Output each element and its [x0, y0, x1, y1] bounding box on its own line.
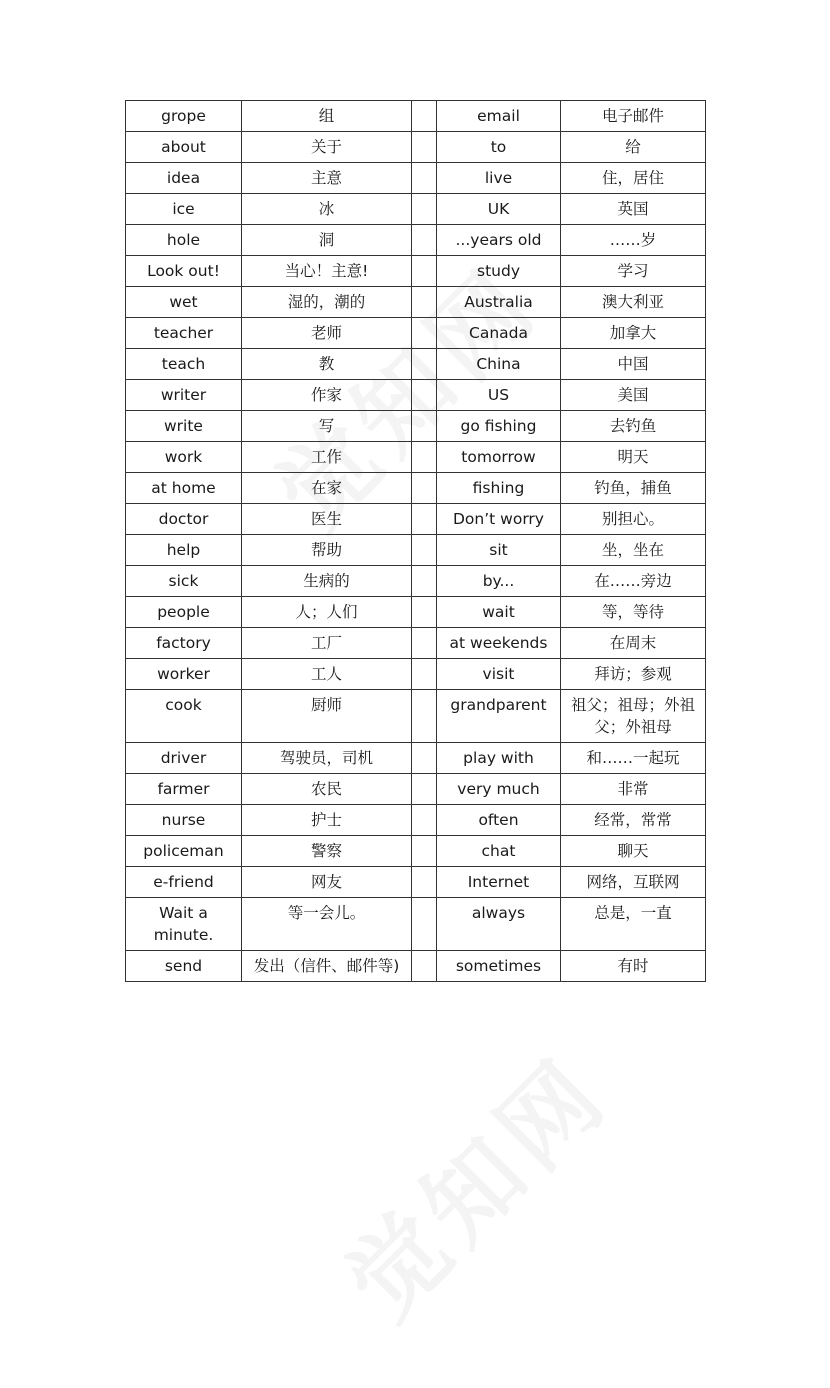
chinese-meaning-cell: ……岁: [561, 225, 706, 256]
english-word-cell: visit: [437, 659, 561, 690]
chinese-meaning-cell: 医生: [242, 504, 412, 535]
table-row: [126, 566, 706, 597]
table-row: [126, 535, 706, 566]
chinese-meaning-cell: 经常，常常: [561, 805, 706, 836]
english-word-cell: often: [437, 805, 561, 836]
english-word-cell: ...years old: [437, 225, 561, 256]
english-word-cell: sick: [126, 566, 242, 597]
table-row: [126, 442, 706, 473]
chinese-meaning-cell: 主意: [242, 163, 412, 194]
chinese-meaning-cell: 在……旁边: [561, 566, 706, 597]
english-word-cell: wait: [437, 597, 561, 628]
spacer-cell: [412, 566, 437, 597]
english-word-cell: policeman: [126, 836, 242, 867]
english-word-cell: Canada: [437, 318, 561, 349]
chinese-meaning-cell: 写: [242, 411, 412, 442]
spacer-cell: [412, 163, 437, 194]
chinese-meaning-cell: 警察: [242, 836, 412, 867]
spacer-cell: [412, 504, 437, 535]
chinese-meaning-cell: 当心！主意!: [242, 256, 412, 287]
chinese-meaning-cell: 给: [561, 132, 706, 163]
english-word-cell: email: [437, 101, 561, 132]
chinese-meaning-cell: 钓鱼，捕鱼: [561, 473, 706, 504]
english-word-cell: grandparent: [437, 690, 561, 743]
english-word-cell: at home: [126, 473, 242, 504]
spacer-cell: [412, 256, 437, 287]
chinese-meaning-cell: 非常: [561, 774, 706, 805]
chinese-meaning-cell: 帮助: [242, 535, 412, 566]
english-word-cell: play with: [437, 743, 561, 774]
watermark-bottom: [312, 992, 708, 1388]
spacer-cell: [412, 473, 437, 504]
chinese-meaning-cell: 总是，一直: [561, 898, 706, 951]
english-word-cell: chat: [437, 836, 561, 867]
chinese-meaning-cell: 关于: [242, 132, 412, 163]
spacer-cell: [412, 380, 437, 411]
chinese-meaning-cell: 有时: [561, 951, 706, 982]
english-word-cell: fishing: [437, 473, 561, 504]
english-word-cell: Internet: [437, 867, 561, 898]
english-word-cell: Wait a minute.: [126, 898, 242, 951]
english-word-cell: work: [126, 442, 242, 473]
chinese-meaning-cell: 作家: [242, 380, 412, 411]
table-row: [126, 349, 706, 380]
table-row: [126, 163, 706, 194]
english-word-cell: Don’t worry: [437, 504, 561, 535]
chinese-meaning-cell: 去钓鱼: [561, 411, 706, 442]
english-word-cell: teach: [126, 349, 242, 380]
chinese-meaning-cell: 洞: [242, 225, 412, 256]
spacer-cell: [412, 628, 437, 659]
chinese-meaning-cell: 聊天: [561, 836, 706, 867]
english-word-cell: by...: [437, 566, 561, 597]
chinese-meaning-cell: 坐，坐在: [561, 535, 706, 566]
chinese-meaning-cell: 学习: [561, 256, 706, 287]
english-word-cell: teacher: [126, 318, 242, 349]
chinese-meaning-cell: 老师: [242, 318, 412, 349]
chinese-meaning-cell: 在家: [242, 473, 412, 504]
spacer-cell: [412, 867, 437, 898]
table-row: [126, 411, 706, 442]
english-word-cell: about: [126, 132, 242, 163]
spacer-cell: [412, 774, 437, 805]
english-word-cell: send: [126, 951, 242, 982]
english-word-cell: wet: [126, 287, 242, 318]
chinese-meaning-cell: 美国: [561, 380, 706, 411]
chinese-meaning-cell: 生病的: [242, 566, 412, 597]
english-word-cell: UK: [437, 194, 561, 225]
english-word-cell: Look out!: [126, 256, 242, 287]
spacer-cell: [412, 225, 437, 256]
chinese-meaning-cell: 澳大利亚: [561, 287, 706, 318]
english-word-cell: tomorrow: [437, 442, 561, 473]
chinese-meaning-cell: 网络，互联网: [561, 867, 706, 898]
spacer-cell: [412, 805, 437, 836]
chinese-meaning-cell: 加拿大: [561, 318, 706, 349]
chinese-meaning-cell: 拜访；参观: [561, 659, 706, 690]
english-word-cell: live: [437, 163, 561, 194]
chinese-meaning-cell: 农民: [242, 774, 412, 805]
english-word-cell: cook: [126, 690, 242, 743]
spacer-cell: [412, 898, 437, 951]
english-word-cell: worker: [126, 659, 242, 690]
spacer-cell: [412, 951, 437, 982]
english-word-cell: farmer: [126, 774, 242, 805]
table-row: [126, 318, 706, 349]
chinese-meaning-cell: 驾驶员，司机: [242, 743, 412, 774]
table-row: [126, 132, 706, 163]
chinese-meaning-cell: 明天: [561, 442, 706, 473]
english-word-cell: hole: [126, 225, 242, 256]
table-row: [126, 743, 706, 774]
table-row: [126, 867, 706, 898]
english-word-cell: always: [437, 898, 561, 951]
english-word-cell: sometimes: [437, 951, 561, 982]
english-word-cell: US: [437, 380, 561, 411]
english-word-cell: grope: [126, 101, 242, 132]
table-row: [126, 597, 706, 628]
table-row: [126, 504, 706, 535]
english-word-cell: driver: [126, 743, 242, 774]
chinese-meaning-cell: 中国: [561, 349, 706, 380]
spacer-cell: [412, 836, 437, 867]
table-row: [126, 836, 706, 867]
english-word-cell: China: [437, 349, 561, 380]
table-row: [126, 659, 706, 690]
table-row: [126, 256, 706, 287]
spacer-cell: [412, 101, 437, 132]
chinese-meaning-cell: 厨师: [242, 690, 412, 743]
spacer-cell: [412, 318, 437, 349]
english-word-cell: doctor: [126, 504, 242, 535]
english-word-cell: idea: [126, 163, 242, 194]
chinese-meaning-cell: 教: [242, 349, 412, 380]
chinese-meaning-cell: 工作: [242, 442, 412, 473]
spacer-cell: [412, 132, 437, 163]
english-word-cell: go fishing: [437, 411, 561, 442]
chinese-meaning-cell: 和……一起玩: [561, 743, 706, 774]
spacer-cell: [412, 690, 437, 743]
english-word-cell: at weekends: [437, 628, 561, 659]
chinese-meaning-cell: 人；人们: [242, 597, 412, 628]
spacer-cell: [412, 659, 437, 690]
table-row: [126, 101, 706, 132]
english-word-cell: study: [437, 256, 561, 287]
vocabulary-table: [125, 100, 706, 982]
spacer-cell: [412, 535, 437, 566]
table-row: [126, 225, 706, 256]
spacer-cell: [412, 349, 437, 380]
english-word-cell: ice: [126, 194, 242, 225]
english-word-cell: write: [126, 411, 242, 442]
spacer-cell: [412, 743, 437, 774]
spacer-cell: [412, 194, 437, 225]
table-row: [126, 805, 706, 836]
chinese-meaning-cell: 别担心。: [561, 504, 706, 535]
english-word-cell: factory: [126, 628, 242, 659]
english-word-cell: nurse: [126, 805, 242, 836]
table-row: [126, 628, 706, 659]
spacer-cell: [412, 597, 437, 628]
chinese-meaning-cell: 住，居住: [561, 163, 706, 194]
english-word-cell: people: [126, 597, 242, 628]
chinese-meaning-cell: 祖父；祖母；外祖父；外祖母: [561, 690, 706, 743]
chinese-meaning-cell: 等，等待: [561, 597, 706, 628]
english-word-cell: writer: [126, 380, 242, 411]
table-row: [126, 898, 706, 951]
english-word-cell: Australia: [437, 287, 561, 318]
english-word-cell: very much: [437, 774, 561, 805]
english-word-cell: sit: [437, 535, 561, 566]
table-row: [126, 473, 706, 504]
chinese-meaning-cell: 工厂: [242, 628, 412, 659]
chinese-meaning-cell: 英国: [561, 194, 706, 225]
chinese-meaning-cell: 网友: [242, 867, 412, 898]
table-row: [126, 774, 706, 805]
chinese-meaning-cell: 护士: [242, 805, 412, 836]
chinese-meaning-cell: 组: [242, 101, 412, 132]
table-row: [126, 690, 706, 743]
spacer-cell: [412, 442, 437, 473]
english-word-cell: e-friend: [126, 867, 242, 898]
table-row: [126, 287, 706, 318]
chinese-meaning-cell: 发出（信件、邮件等): [242, 951, 412, 982]
english-word-cell: to: [437, 132, 561, 163]
chinese-meaning-cell: 湿的，潮的: [242, 287, 412, 318]
table-row: [126, 951, 706, 982]
chinese-meaning-cell: 工人: [242, 659, 412, 690]
chinese-meaning-cell: 在周末: [561, 628, 706, 659]
spacer-cell: [412, 287, 437, 318]
chinese-meaning-cell: 电子邮件: [561, 101, 706, 132]
chinese-meaning-cell: 等一会儿。: [242, 898, 412, 951]
english-word-cell: help: [126, 535, 242, 566]
chinese-meaning-cell: 冰: [242, 194, 412, 225]
vocabulary-table-body: [126, 101, 706, 982]
table-row: [126, 380, 706, 411]
spacer-cell: [412, 411, 437, 442]
table-row: [126, 194, 706, 225]
